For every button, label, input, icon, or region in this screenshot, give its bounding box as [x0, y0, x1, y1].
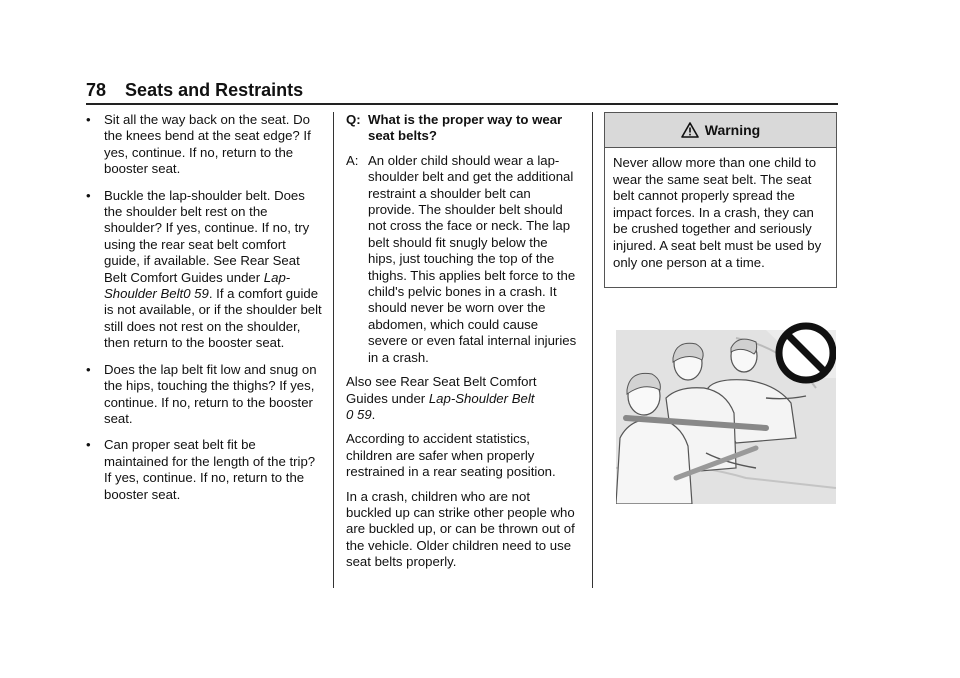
bullet-mark: • [86, 361, 91, 377]
bullet-text: Does the lap belt fit low and snug on the hips, touching the thighs? If yes, continue. If no, return to the booster seat. [104, 361, 317, 426]
bullet-text: Sit all the way back on the seat. Do the knees bend at the seat edge? If yes, continue. If no, return to the booster seat. [104, 112, 311, 177]
bullet-text: Buckle the lap-shoulder belt. Does the shoulder belt rest on the shoulder? If yes, continue. If no, try using the rear seat belt comfort guide, if available. See Rear Seat Belt Comfort Guides under [104, 187, 310, 285]
column-divider-2 [592, 112, 593, 588]
list-item [86, 112, 322, 178]
bullet-mark: • [86, 112, 91, 127]
bullet-mark: • [86, 187, 91, 203]
see-also-end: . [371, 406, 376, 422]
column-left [86, 112, 322, 513]
bullet-text: Can proper seat belt fit be maintained for the length of the trip? If yes, continue. If no, return to the booster seat. [104, 437, 316, 502]
question [346, 112, 578, 145]
warning-triangle-icon [681, 122, 699, 138]
warning-title: Warning [704, 122, 761, 138]
crash-paragraph: In a crash, children who are not buckled up can strike other people who are buckled up, or can be thrown out of the vehicle. Older children need to use seat belts properly. [346, 488, 575, 570]
shared-seat-belt-illustration [616, 318, 836, 504]
answer [346, 153, 578, 366]
bullet-mark: • [86, 437, 91, 453]
column-divider-1 [333, 112, 334, 588]
header-rule [86, 103, 838, 105]
answer-text: An older child should wear a lap-shoulder belt and get the additional restraint a shoulder belt can provide. The shoulder belt should not cross the face or neck. The lap belt should fit snugly below the hips, just touching the top of the thighs. This applies belt force to the child's pelvic bones in a crash. It should never be worn over the abdomen, which could cause severe or even fatal internal injuries in a crash. [368, 152, 577, 365]
column-middle [346, 112, 578, 579]
see-also-paragraph [346, 374, 578, 423]
cross-reference-link[interactable]: Lap-Shoulder Belt [104, 269, 291, 302]
list-item [86, 362, 322, 428]
statistics-paragraph: According to accident statistics, children are safer when properly restrained in a rear seating position. [346, 431, 556, 480]
page-reference[interactable]: 0 59 [346, 406, 372, 422]
answer-label: A: [346, 152, 359, 168]
prohibition-icon [779, 326, 833, 380]
see-also-text: Also see Rear Seat Belt Comfort Guides under [346, 374, 537, 406]
question-text: What is the proper way to wear seat belts? [368, 112, 563, 144]
page-reference[interactable]: 0 59 [183, 286, 209, 302]
list-item [86, 437, 322, 503]
question-label: Q: [346, 112, 361, 127]
warning-header [605, 113, 836, 148]
page-header [86, 80, 303, 101]
warning-text: Never allow more than one child to wear the same seat belt. The seat belt cannot properly spread the impact forces. In a crash, they can be crushed together and seriously injured. A seat belt must be used by only one person at a time. [613, 155, 822, 270]
page-number: 78 [86, 80, 107, 100]
cross-reference-link[interactable]: Lap-Shoulder Belt [428, 390, 535, 406]
warning-box [604, 112, 837, 288]
list-item [86, 188, 322, 352]
section-title: Seats and Restraints [125, 80, 304, 100]
bullet-text-end: . If a comfort guide is not available, or if the shoulder belt still does not rest on the shoulder, then return to the booster seat. [104, 286, 322, 351]
